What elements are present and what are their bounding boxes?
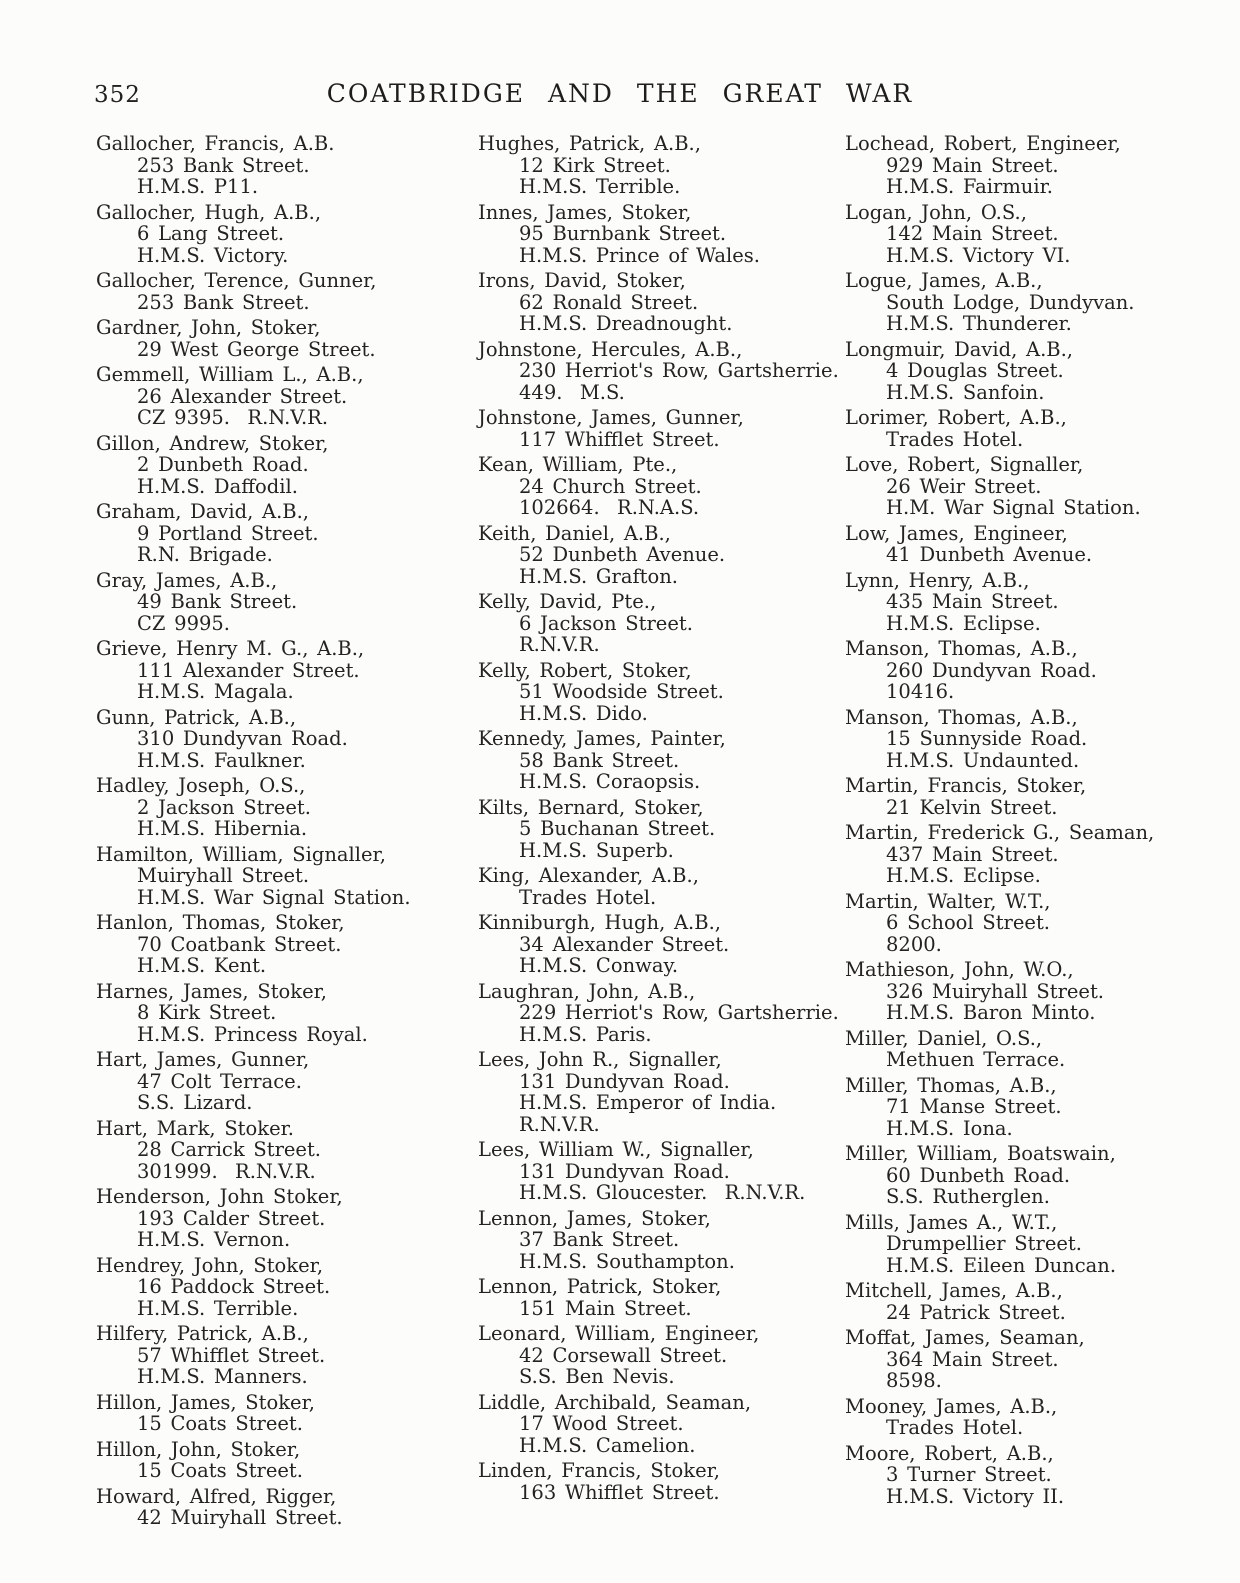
entry-detail-line: H.M.S. Superb.	[519, 838, 674, 862]
roll-entry	[478, 1392, 845, 1457]
entry-detail-line: H.M.S. Conway.	[519, 954, 679, 977]
entry-name-line: Lees, William W., Signaller,	[478, 1138, 754, 1161]
entry-name-line: Gardner, John, Stoker,	[96, 316, 321, 339]
entry-name-line: Hughes, Patrick, A.B.,	[478, 132, 701, 155]
entry-detail-line: 24 Patrick Street.	[886, 1300, 1066, 1324]
roll-entry	[845, 454, 1182, 519]
roll-entry	[478, 133, 845, 198]
entry-name-line: Moffat, James, Seaman,	[845, 1326, 1085, 1349]
roll-entry	[478, 865, 845, 908]
roll-entry	[845, 1327, 1182, 1392]
entry-name-line: Mills, James A., W.T.,	[845, 1210, 1058, 1234]
entry-detail-line: 142 Main Street.	[886, 222, 1059, 245]
roll-entry	[96, 1392, 478, 1435]
entry-name-line: Love, Robert, Signaller,	[845, 453, 1084, 476]
roll-entry	[845, 133, 1182, 198]
entry-detail-line: 41 Dunbeth Avenue.	[886, 543, 1093, 566]
entry-detail-line: 929 Main Street.	[886, 153, 1059, 177]
entry-detail-line: H.M.S. Victory.	[137, 243, 289, 267]
roll-entry	[478, 270, 845, 335]
entry-detail-line: 15 Sunnyside Road.	[886, 727, 1088, 750]
entry-name-line: Laughran, John, A.B.,	[478, 979, 696, 1003]
entry-detail-line: 310 Dundyvan Road.	[137, 727, 348, 750]
entry-name-line: Lennon, Patrick, Stoker,	[478, 1275, 722, 1298]
entry-detail-line: 42 Muiryhall Street.	[137, 1506, 343, 1529]
entry-name-line: Linden, Francis, Stoker,	[478, 1459, 720, 1482]
entry-detail-line: 12 Kirk Street.	[519, 153, 671, 177]
entry-detail-line: 9 Portland Street.	[137, 521, 319, 545]
entry-name-line: Miller, Daniel, O.S.,	[845, 1026, 1043, 1050]
entry-detail-line: H.M.S. War Signal Station.	[137, 885, 411, 909]
entry-detail-line: Trades Hotel.	[886, 427, 1024, 451]
roll-entry	[478, 981, 845, 1046]
entry-name-line: Hendrey, John, Stoker,	[96, 1253, 324, 1277]
entry-detail-line: 28 Carrick Street.	[137, 1138, 322, 1161]
entry-name-line: Lees, John R., Signaller,	[478, 1048, 722, 1071]
entry-name-line: Kilts, Bernard, Stoker,	[478, 795, 704, 819]
entry-name-line: Martin, Francis, Stoker,	[845, 774, 1087, 797]
entry-detail-line: 34 Alexander Street.	[519, 932, 730, 956]
entry-name-line: Gallocher, Hugh, A.B.,	[96, 200, 322, 224]
entry-detail-line: 151 Main Street.	[519, 1296, 692, 1320]
roll-entry	[478, 523, 845, 588]
entry-detail-line: H.M.S. Camelion.	[519, 1433, 696, 1457]
roll-entry	[845, 775, 1182, 818]
roll-column	[478, 133, 845, 1507]
roll-entry	[478, 202, 845, 267]
entry-name-line: Johnstone, James, Gunner,	[478, 406, 744, 429]
entry-name-line: Logan, John, O.S.,	[845, 200, 1027, 224]
entry-detail-line: 117 Whifflet Street.	[519, 427, 720, 451]
entry-detail-line: H.M.S. Coraopsis.	[519, 770, 701, 793]
entry-name-line: Mitchell, James, A.B.,	[845, 1279, 1063, 1302]
roll-entry	[478, 591, 845, 656]
roll-entry	[845, 1075, 1182, 1140]
entry-name-line: Gallocher, Francis, A.B.	[96, 132, 335, 155]
roll-entry	[96, 133, 478, 198]
entry-name-line: Liddle, Archibald, Seaman,	[478, 1390, 752, 1414]
roll-entry	[478, 797, 845, 862]
roll-entry	[845, 1396, 1182, 1439]
roll-entry	[478, 454, 845, 519]
entry-detail-line: 3 Turner Street.	[886, 1463, 1052, 1486]
entry-detail-line: Methuen Terrace.	[886, 1048, 1066, 1071]
entry-detail-line: H.M.S. Manners.	[137, 1365, 308, 1388]
entry-detail-line: 8200.	[886, 932, 942, 956]
entry-detail-line: H.M.S. Iona.	[886, 1116, 1013, 1140]
roll-entry	[96, 912, 478, 977]
roll-entry	[96, 501, 478, 566]
roll-entry	[96, 1486, 478, 1529]
entry-detail-line: 449. M.S.	[519, 380, 625, 404]
entry-name-line: Low, James, Engineer,	[845, 521, 1068, 545]
entry-detail-line: 8 Kirk Street.	[137, 1001, 277, 1024]
entry-detail-line: 10416.	[886, 680, 955, 703]
roll-columns	[96, 133, 1182, 1533]
entry-detail-line: H.M.S. Magala.	[137, 680, 294, 703]
entry-detail-line: 57 Whifflet Street.	[137, 1343, 326, 1367]
roll-entry	[845, 202, 1182, 267]
entry-detail-line: 230 Herriot's Row, Gartsherrie.	[519, 359, 839, 382]
entry-detail-line: 16 Paddock Street.	[137, 1275, 331, 1298]
entry-name-line: Manson, Thomas, A.B.,	[845, 637, 1078, 660]
entry-detail-line: 29 West George Street.	[137, 337, 376, 361]
entry-detail-line: CZ 9995.	[137, 611, 230, 635]
entry-detail-line: 2 Dunbeth Road.	[137, 453, 309, 476]
entry-name-line: Miller, Thomas, A.B.,	[845, 1073, 1057, 1097]
entry-name-line: Hadley, Joseph, O.S.,	[96, 774, 306, 797]
entry-detail-line: Drumpellier Street.	[886, 1232, 1082, 1255]
entry-detail-line: H.M.S. Daffodil.	[137, 474, 298, 498]
entry-detail-line: 26 Alexander Street.	[137, 384, 348, 408]
entry-name-line: Lochead, Robert, Engineer,	[845, 132, 1121, 155]
roll-entry	[96, 570, 478, 635]
entry-name-line: Mathieson, John, W.O.,	[845, 958, 1074, 981]
entry-name-line: Hillon, James, Stoker,	[96, 1390, 315, 1414]
entry-detail-line: H.M.S. Emperor of India.	[519, 1091, 777, 1114]
entry-detail-line: 5 Buchanan Street.	[519, 817, 716, 840]
entry-name-line: Martin, Frederick G., Seaman,	[845, 821, 1155, 844]
entry-name-line: Howard, Alfred, Rigger,	[96, 1484, 337, 1508]
entry-detail-line: H.M.S. Grafton.	[519, 564, 679, 588]
entry-detail-line: H.M.S. Prince of Wales.	[519, 243, 760, 267]
roll-entry	[478, 1208, 845, 1273]
entry-detail-line: 15 Coats Street.	[137, 1412, 303, 1435]
entry-detail-line: H.M.S. Eclipse.	[886, 864, 1041, 887]
roll-entry	[845, 339, 1182, 404]
roll-entry	[845, 407, 1182, 450]
entry-detail-line: 71 Manse Street.	[886, 1095, 1062, 1118]
roll-entry	[96, 1049, 478, 1114]
entry-detail-line: S.S. Lizard.	[137, 1091, 253, 1114]
entry-detail-line: 6 Jackson Street.	[519, 611, 693, 635]
entry-detail-line: H.M.S. Baron Minto.	[886, 1001, 1096, 1024]
entry-detail-line: H.M.S. Sanfoin.	[886, 380, 1045, 404]
roll-entry	[96, 1118, 478, 1183]
roll-entry	[96, 202, 478, 267]
entry-detail-line: 60 Dunbeth Road.	[886, 1163, 1071, 1187]
entry-name-line: Innes, James, Stoker,	[478, 200, 692, 224]
entry-detail-line: 6 Lang Street.	[137, 222, 285, 245]
roll-entry	[845, 959, 1182, 1024]
entry-detail-line: 301999. R.N.V.R.	[137, 1159, 316, 1183]
entry-detail-line: R.N. Brigade.	[137, 543, 273, 566]
roll-entry	[845, 270, 1182, 335]
entry-detail-line: H.M.S. Kent.	[137, 954, 267, 977]
entry-detail-line: R.N.V.R.	[519, 1112, 600, 1136]
entry-detail-line: 26 Weir Street.	[886, 474, 1042, 498]
roll-entry	[478, 1460, 845, 1503]
entry-detail-line: 6 School Street.	[886, 911, 1050, 934]
entry-detail-line: 95 Burnbank Street.	[519, 222, 727, 245]
roll-entry	[96, 364, 478, 429]
roll-entry	[845, 1443, 1182, 1508]
entry-name-line: Irons, David, Stoker,	[478, 269, 686, 292]
roll-entry	[96, 1255, 478, 1320]
roll-entry	[478, 728, 845, 793]
entry-detail-line: H.M.S. Victory II.	[886, 1484, 1065, 1508]
entry-name-line: Kelly, David, Pte.,	[478, 590, 657, 613]
entry-detail-line: 193 Calder Street.	[137, 1206, 326, 1230]
entry-name-line: Kelly, Robert, Stoker,	[478, 658, 692, 682]
roll-entry	[96, 1323, 478, 1388]
entry-name-line: Kean, William, Pte.,	[478, 453, 678, 476]
entry-detail-line: H.M.S. Gloucester. R.N.V.R.	[519, 1181, 806, 1204]
entry-detail-line: 260 Dundyvan Road.	[886, 658, 1097, 682]
roll-entry	[478, 1276, 845, 1319]
roll-column	[845, 133, 1182, 1511]
roll-entry	[96, 433, 478, 498]
entry-name-line: Lennon, James, Stoker,	[478, 1206, 711, 1230]
roll-entry	[845, 1143, 1182, 1208]
entry-detail-line: 58 Bank Street.	[519, 748, 680, 772]
roll-entry	[96, 844, 478, 909]
entry-detail-line: H.M.S. Eclipse.	[886, 611, 1041, 635]
entry-detail-line: 49 Bank Street.	[137, 590, 298, 613]
entry-detail-line: H.M.S. P11.	[137, 175, 259, 198]
entry-detail-line: 253 Bank Street.	[137, 290, 310, 314]
roll-entry	[96, 638, 478, 703]
roll-entry	[96, 981, 478, 1046]
entry-detail-line: H.M.S. Eileen Duncan.	[886, 1253, 1117, 1277]
entry-detail-line: 37 Bank Street.	[519, 1228, 680, 1251]
entry-name-line: Keith, Daniel, A.B.,	[478, 521, 671, 545]
entry-name-line: Harnes, James, Stoker,	[96, 979, 328, 1003]
entry-detail-line: H.M.S. Dido.	[519, 701, 648, 725]
entry-detail-line: 17 Wood Street.	[519, 1412, 684, 1435]
roll-entry	[845, 1280, 1182, 1323]
entry-detail-line: 131 Dundyvan Road.	[519, 1069, 730, 1093]
entry-detail-line: H.M. War Signal Station.	[886, 496, 1141, 519]
entry-detail-line: 111 Alexander Street.	[137, 658, 360, 682]
entry-name-line: Graham, David, A.B.,	[96, 500, 309, 523]
roll-entry	[478, 912, 845, 977]
roll-entry	[845, 570, 1182, 635]
entry-detail-line: H.M.S. Faulkner.	[137, 748, 306, 772]
entry-detail-line: H.M.S. Southampton.	[519, 1249, 735, 1273]
entry-name-line: Hart, James, Gunner,	[96, 1048, 310, 1071]
roll-entry	[478, 660, 845, 725]
entry-name-line: Henderson, John Stoker,	[96, 1185, 343, 1208]
roll-entry	[96, 1439, 478, 1482]
roll-entry	[845, 638, 1182, 703]
entry-detail-line: Trades Hotel.	[886, 1416, 1024, 1439]
entry-name-line: Manson, Thomas, A.B.,	[845, 705, 1078, 729]
entry-detail-line: H.M.S. Terrible.	[519, 175, 681, 198]
entry-detail-line: H.M.S. Thunderer.	[886, 312, 1072, 335]
entry-detail-line: S.S. Ben Nevis.	[519, 1365, 675, 1388]
entry-name-line: Grieve, Henry M. G., A.B.,	[96, 637, 365, 660]
entry-name-line: Gray, James, A.B.,	[96, 568, 278, 592]
entry-name-line: Hanlon, Thomas, Stoker,	[96, 911, 345, 934]
entry-name-line: Longmuir, David, A.B.,	[845, 337, 1073, 361]
entry-detail-line: 8598.	[886, 1369, 942, 1392]
roll-entry	[845, 1028, 1182, 1071]
entry-detail-line: 364 Main Street.	[886, 1347, 1059, 1371]
roll-entry	[845, 707, 1182, 772]
entry-detail-line: H.M.S. Undaunted.	[886, 748, 1080, 772]
entry-name-line: Logue, James, A.B.,	[845, 269, 1043, 292]
roll-entry	[96, 317, 478, 360]
entry-detail-line: 435 Main Street.	[886, 590, 1059, 613]
roll-entry	[96, 707, 478, 772]
entry-name-line: Mooney, James, A.B.,	[845, 1394, 1058, 1418]
entry-detail-line: 229 Herriot's Row, Gartsherrie.	[519, 1001, 839, 1024]
page-number: 352	[94, 82, 141, 108]
entry-detail-line: 4 Douglas Street.	[886, 359, 1064, 382]
entry-detail-line: S.S. Rutherglen.	[886, 1185, 1050, 1208]
entry-name-line: Hillon, John, Stoker,	[96, 1437, 301, 1461]
entry-detail-line: H.M.S. Dreadnought.	[519, 312, 733, 335]
roll-column	[96, 133, 478, 1533]
entry-detail-line: H.M.S. Victory VI.	[886, 243, 1071, 267]
roll-entry	[845, 822, 1182, 887]
entry-detail-line: 326 Muiryhall Street.	[886, 979, 1105, 1003]
roll-entry	[478, 1323, 845, 1388]
roll-entry	[478, 407, 845, 450]
entry-detail-line: CZ 9395. R.N.V.R.	[137, 406, 329, 429]
entry-detail-line: Muiryhall Street.	[137, 864, 310, 887]
entry-name-line: Gillon, Andrew, Stoker,	[96, 431, 329, 455]
entry-detail-line: H.M.S. Vernon.	[137, 1228, 291, 1251]
roll-entry	[478, 339, 845, 404]
entry-name-line: Leonard, William, Engineer,	[478, 1322, 760, 1345]
entry-detail-line: 15 Coats Street.	[137, 1459, 303, 1482]
roll-entry	[478, 1049, 845, 1135]
entry-name-line: Moore, Robert, A.B.,	[845, 1441, 1054, 1465]
entry-detail-line: H.M.S. Paris.	[519, 1022, 652, 1046]
entry-name-line: Miller, William, Boatswain,	[845, 1142, 1116, 1165]
entry-name-line: Hilfery, Patrick, A.B.,	[96, 1322, 309, 1345]
entry-detail-line: H.M.S. Princess Royal.	[137, 1022, 368, 1046]
roll-entry	[845, 891, 1182, 956]
entry-detail-line: 437 Main Street.	[886, 842, 1059, 866]
entry-name-line: Hamilton, William, Signaller,	[96, 842, 386, 866]
entry-name-line: Kennedy, James, Painter,	[478, 727, 726, 750]
roll-entry	[845, 1212, 1182, 1277]
entry-detail-line: 42 Corsewall Street.	[519, 1343, 728, 1367]
entry-name-line: Kinniburgh, Hugh, A.B.,	[478, 911, 721, 934]
roll-entry	[96, 270, 478, 313]
entry-detail-line: 52 Dunbeth Avenue.	[519, 543, 726, 566]
entry-detail-line: 51 Woodside Street.	[519, 680, 724, 703]
entry-detail-line: H.M.S. Fairmuir.	[886, 175, 1053, 198]
roll-entry	[478, 1139, 845, 1204]
entry-name-line: Hart, Mark, Stoker.	[96, 1116, 294, 1140]
roll-entry	[96, 775, 478, 840]
entry-detail-line: 102664. R.N.A.S.	[519, 496, 700, 519]
entry-name-line: Martin, Walter, W.T.,	[845, 889, 1051, 913]
entry-detail-line: 62 Ronald Street.	[519, 290, 699, 314]
entry-detail-line: 70 Coatbank Street.	[137, 932, 342, 956]
page-title: COATBRIDGE AND THE GREAT WAR	[326, 79, 914, 108]
entry-detail-line: H.M.S. Terrible.	[137, 1296, 299, 1320]
entry-name-line: King, Alexander, A.B.,	[478, 864, 699, 887]
entry-name-line: Gemmell, William L., A.B.,	[96, 363, 364, 386]
entry-name-line: Johnstone, Hercules, A.B.,	[478, 337, 743, 361]
entry-detail-line: 21 Kelvin Street.	[886, 795, 1058, 819]
entry-name-line: Lynn, Henry, A.B.,	[845, 568, 1030, 592]
entry-detail-line: Trades Hotel.	[519, 885, 657, 909]
entry-detail-line: R.N.V.R.	[519, 633, 600, 656]
roll-entry	[96, 1186, 478, 1251]
entry-name-line: Lorimer, Robert, A.B.,	[845, 406, 1067, 429]
entry-detail-line: 163 Whifflet Street.	[519, 1480, 720, 1504]
entry-detail-line: South Lodge, Dundyvan.	[886, 290, 1135, 314]
entry-detail-line: 2 Jackson Street.	[137, 795, 311, 819]
entry-detail-line: 47 Colt Terrace.	[137, 1069, 302, 1093]
entry-detail-line: 24 Church Street.	[519, 474, 702, 498]
entry-detail-line: 131 Dundyvan Road.	[519, 1159, 730, 1183]
roll-entry	[845, 523, 1182, 566]
entry-detail-line: 253 Bank Street.	[137, 153, 310, 177]
entry-detail-line: H.M.S. Hibernia.	[137, 817, 308, 840]
entry-name-line: Gallocher, Terence, Gunner,	[96, 269, 377, 292]
entry-name-line: Gunn, Patrick, A.B.,	[96, 705, 297, 729]
